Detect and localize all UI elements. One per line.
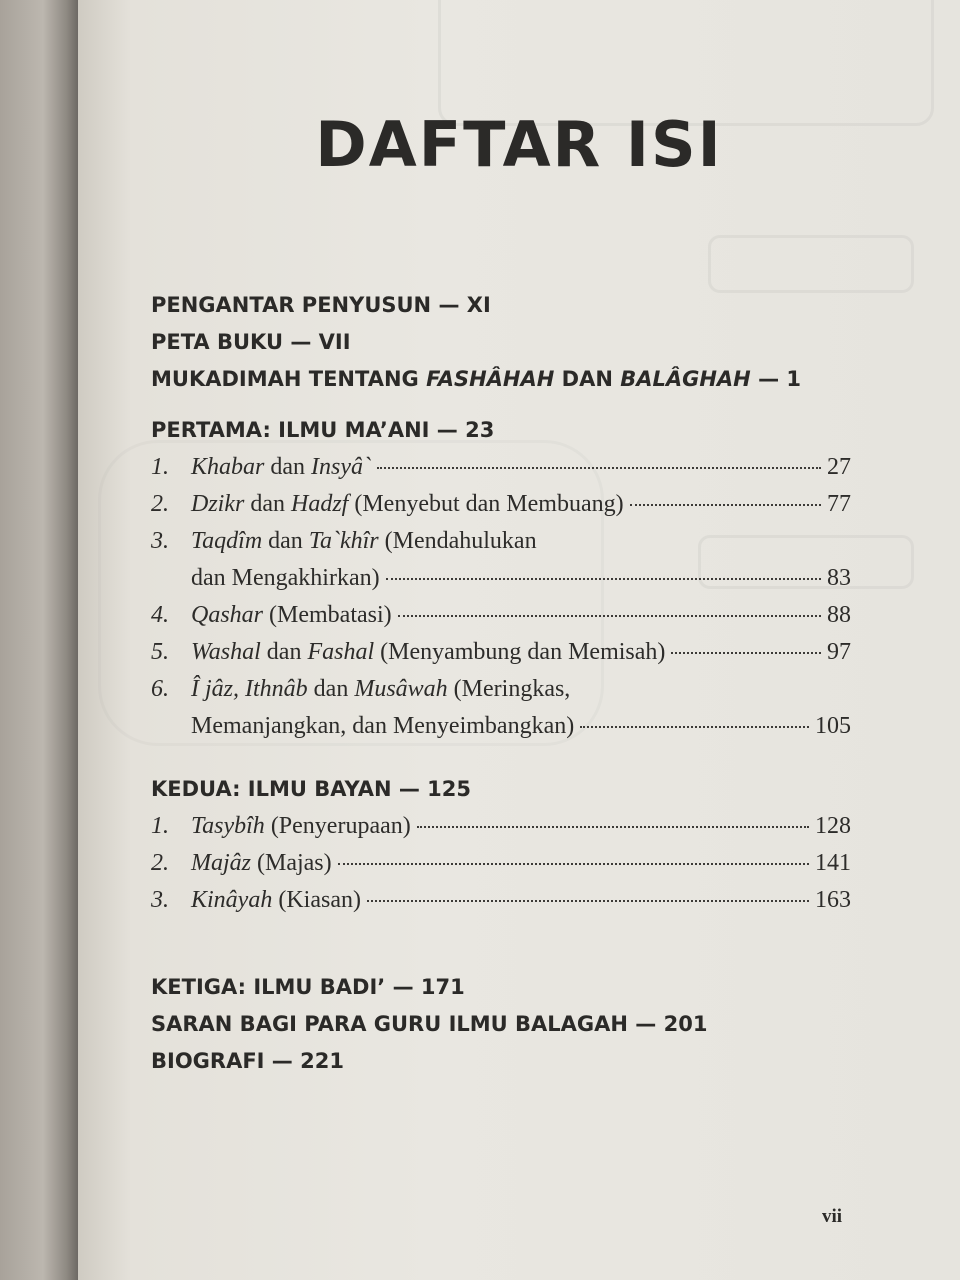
toc-entry[interactable] (151, 808, 851, 845)
table-of-contents (151, 287, 851, 1080)
book-spine-shadow (0, 0, 78, 1280)
entry-number: 2. (151, 850, 169, 876)
entry-title: Washal dan Fashal (Menyambung dan Memisah) (191, 639, 666, 665)
entry-page-number: 128 (815, 813, 851, 839)
toc-heading-ilmu-bayan[interactable]: KEDUA: ILMU BAYAN — 125 (151, 777, 471, 801)
entry-title: Qashar (Membatasi) (191, 602, 392, 628)
toc-heading-ilmu-badi[interactable]: KETIGA: ILMU BADI’ — 171 (151, 975, 465, 999)
toc-heading-biografi[interactable]: BIOGRAFI — 221 (151, 1049, 344, 1073)
toc-heading-saran[interactable]: SARAN BAGI PARA GURU ILMU BALAGAH — 201 (151, 1012, 708, 1036)
entry-number: 5. (151, 639, 169, 665)
entry-title: Majâz (Majas) (191, 850, 332, 876)
dot-leader (630, 504, 821, 506)
page-folio: vii (821, 1206, 842, 1227)
entry-page-number: 77 (827, 491, 851, 517)
entry-number: 6. (151, 676, 169, 702)
dot-leader (398, 615, 821, 617)
toc-entry[interactable] (151, 671, 851, 745)
back-matter (151, 969, 851, 1080)
toc-entry[interactable] (151, 449, 851, 486)
dot-leader (671, 652, 821, 654)
entry-title-continued: Memanjangkan, dan Menyeimbangkan) (191, 713, 575, 739)
toc-heading-pengantar[interactable]: PENGANTAR PENYUSUN — XI (151, 293, 491, 317)
dot-leader (417, 826, 809, 828)
bleed-through-shape (708, 235, 914, 293)
part-ilmu-bayan (151, 771, 851, 919)
entry-page-number: 83 (827, 565, 851, 591)
dot-leader (580, 726, 809, 728)
entry-title: Î jâz, Ithnâb dan Musâwah (Meringkas, (191, 676, 571, 702)
entry-page-number: 105 (815, 713, 851, 739)
dot-leader (367, 900, 809, 902)
dot-leader (338, 863, 809, 865)
dot-leader (386, 578, 821, 580)
toc-heading-ilmu-maani[interactable]: PERTAMA: ILMU MA’ANI — 23 (151, 418, 495, 442)
entry-title: Kinâyah (Kiasan) (191, 887, 361, 913)
toc-entry[interactable] (151, 486, 851, 523)
toc-entry[interactable] (151, 523, 851, 597)
entry-number: 1. (151, 813, 169, 839)
entry-number: 1. (151, 454, 169, 480)
part-ilmu-maani (151, 412, 851, 745)
entry-title: Dzikr dan Hadzf (Menyebut dan Membuang) (191, 491, 624, 517)
entry-title-continued: dan Mengakhirkan) (191, 565, 380, 591)
dot-leader (377, 467, 821, 469)
toc-entry[interactable] (151, 882, 851, 919)
entry-page-number: 141 (815, 850, 851, 876)
entry-number: 2. (151, 491, 169, 517)
entry-page-number: 27 (827, 454, 851, 480)
toc-heading-peta-buku[interactable]: PETA BUKU — VII (151, 330, 351, 354)
toc-heading-mukadimah[interactable]: MUKADIMAH TENTANG FASHÂHAH DAN BALÂGHAH — 1 (151, 367, 801, 391)
entry-number: 3. (151, 887, 169, 913)
book-page (78, 0, 960, 1280)
entry-title: Tasybîh (Penyerupaan) (191, 813, 411, 839)
entry-page-number: 163 (815, 887, 851, 913)
entry-page-number: 97 (827, 639, 851, 665)
toc-entry[interactable] (151, 597, 851, 634)
toc-entry[interactable] (151, 845, 851, 882)
front-matter (151, 287, 851, 398)
toc-entry[interactable] (151, 634, 851, 671)
entry-page-number: 88 (827, 602, 851, 628)
page-title: DAFTAR ISI (315, 108, 723, 181)
entry-title: Taqdîm dan Ta`khîr (Mendahulukan (191, 528, 537, 554)
entry-title: Khabar dan Insyâ` (191, 454, 371, 480)
entry-number: 4. (151, 602, 169, 628)
entry-number: 3. (151, 528, 169, 554)
